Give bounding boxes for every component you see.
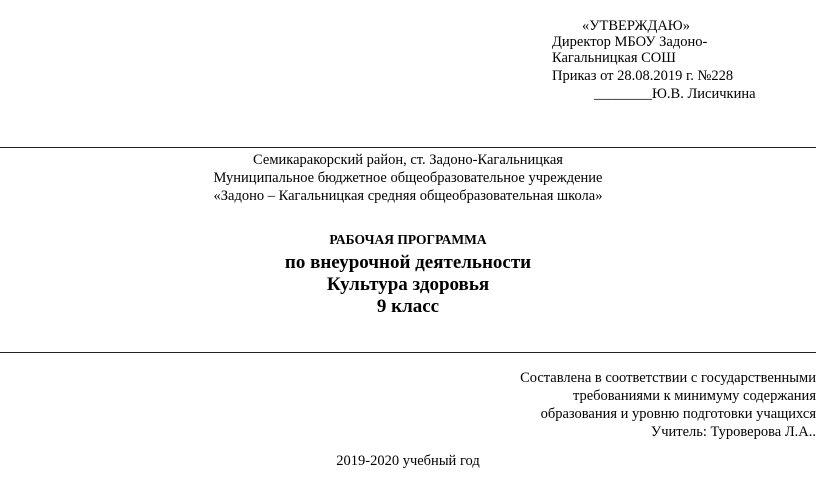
approval-director: Директор МБОУ Задоно- xyxy=(552,34,708,50)
program-activity: по внеурочной деятельности xyxy=(284,252,532,273)
approval-school: Кагальницкая СОШ xyxy=(552,50,676,66)
approval-signature: ________Ю.В. Лисичкина xyxy=(594,86,756,102)
top-divider xyxy=(0,147,816,148)
org-district: Семикаракорский район, ст. Задоно-Кагальницкая xyxy=(253,152,563,168)
compiled-line-3: образования и уровню подготовки учащихся xyxy=(540,406,816,422)
academic-year: 2019-2020 учебный год xyxy=(336,453,480,469)
org-institution-type: Муниципальное бюджетное общеобразовательное учреждение xyxy=(213,170,603,186)
program-grade: 9 класс xyxy=(376,296,440,317)
org-school-name: «Задоно – Кагальницкая средняя общеобразовательная школа» xyxy=(213,188,603,204)
compiled-line-2: требованиями к минимуму содержания xyxy=(572,388,816,404)
compiled-teacher: Учитель: Туроверова Л.А.. xyxy=(650,424,816,440)
program-label: РАБОЧАЯ ПРОГРАММА xyxy=(329,232,487,247)
approval-heading: «УТВЕРЖДАЮ» xyxy=(582,18,690,34)
bottom-divider xyxy=(0,352,816,353)
program-subject: Культура здоровья xyxy=(326,274,490,295)
compiled-line-1: Составлена в соответствии с государственными xyxy=(520,370,816,386)
approval-order: Приказ от 28.08.2019 г. №228 xyxy=(552,68,734,84)
